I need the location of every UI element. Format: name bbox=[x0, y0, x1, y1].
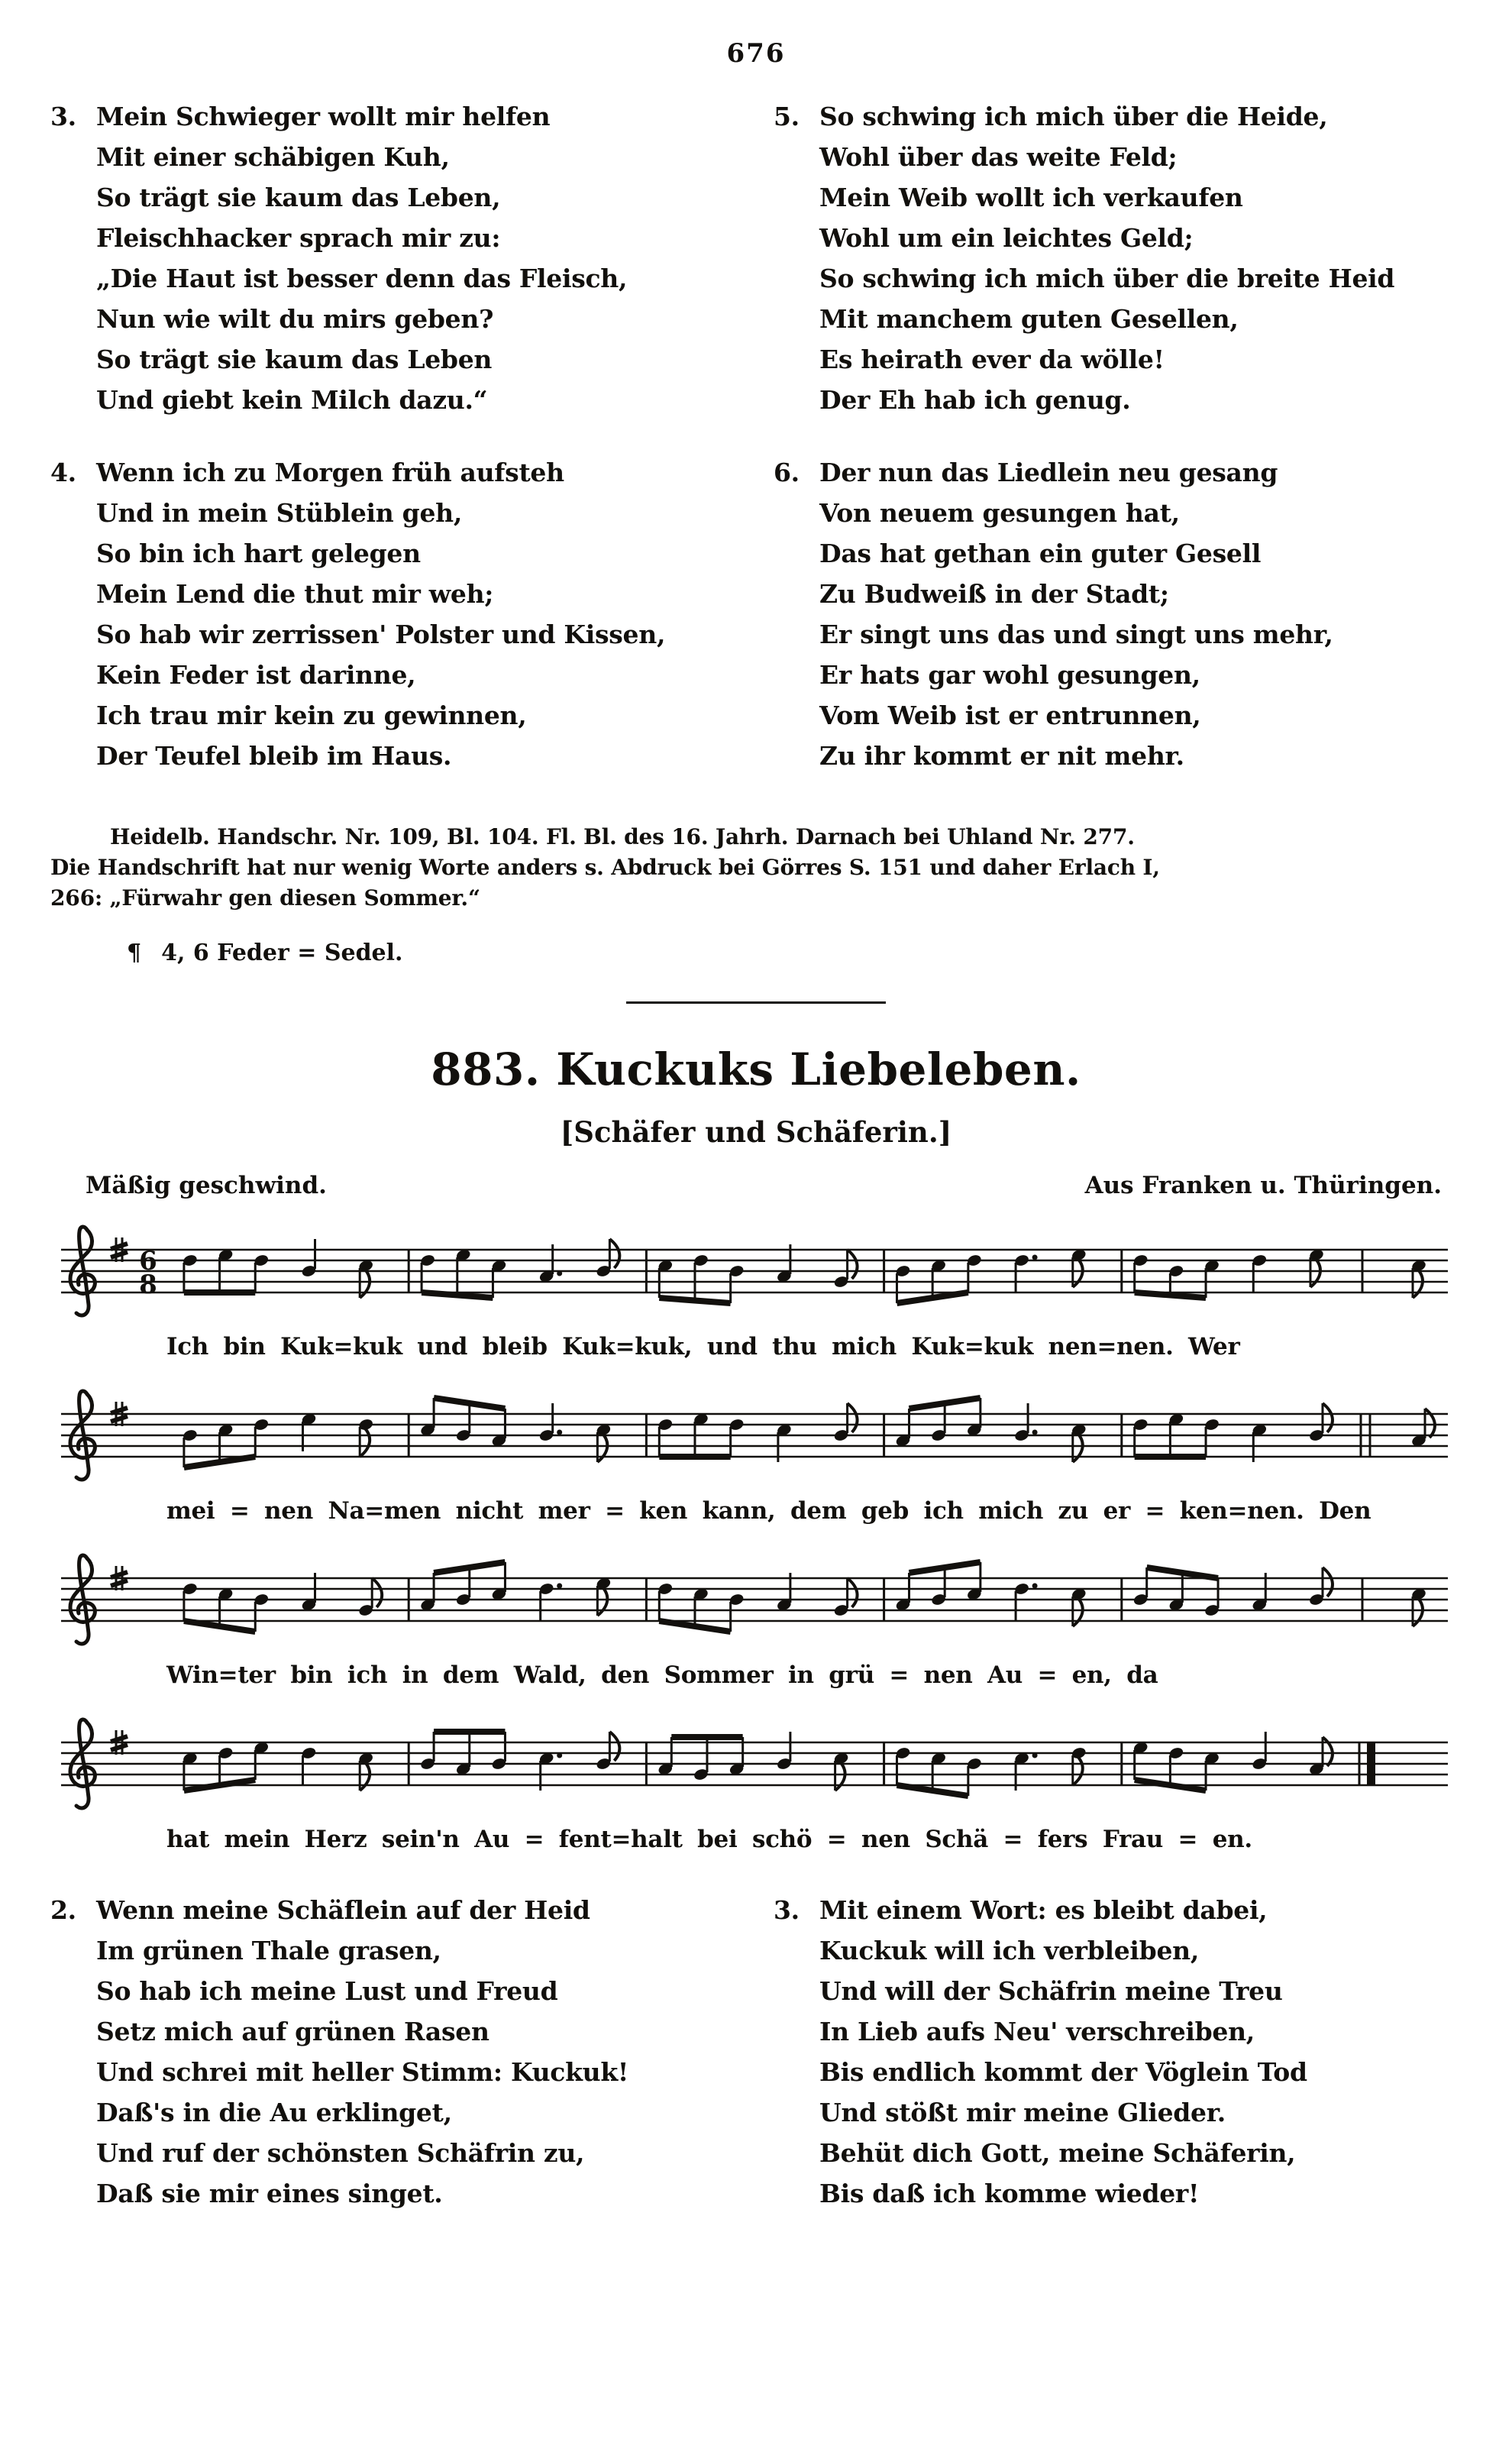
verse-line: So hab ich meine Lust und Freud bbox=[96, 1976, 558, 2006]
verse-line: Und giebt kein Milch dazu.“ bbox=[96, 385, 488, 415]
variant-note bbox=[127, 940, 1462, 966]
verse-line: Er hats gar wohl gesungen, bbox=[819, 660, 1200, 690]
verse-line: Daß sie mir eines singet. bbox=[96, 2179, 443, 2208]
verse-text: Mein Schwieger wollt mir helfen bbox=[96, 102, 551, 131]
verse-5 bbox=[774, 96, 1462, 420]
verse-4 bbox=[50, 452, 738, 776]
music-system bbox=[50, 1543, 1462, 1692]
verse-line: Daß's in die Au erklinget, bbox=[96, 2098, 452, 2127]
verse-number: 2. bbox=[50, 1895, 76, 1925]
music-system bbox=[50, 1215, 1462, 1364]
section-divider bbox=[626, 1001, 886, 1004]
verse-line: Wohl um ein leichtes Geld; bbox=[819, 223, 1194, 253]
verse-line: Bis endlich kommt der Vöglein Tod bbox=[819, 2057, 1307, 2087]
footnote-line: Heidelb. Handschr. Nr. 109, Bl. 104. Fl. Bl. des 16. Jahrh. Darnach bei Uhland Nr. 277. bbox=[110, 824, 1135, 849]
bottom-verse-columns bbox=[50, 1890, 1462, 2246]
verse-number: 4. bbox=[50, 458, 76, 487]
verse-6 bbox=[774, 452, 1462, 776]
music-notation bbox=[50, 1215, 1462, 1856]
verse-number: 5. bbox=[774, 102, 800, 131]
verse-line bbox=[774, 452, 1462, 493]
verse-line: Mit einer schäbigen Kuh, bbox=[96, 142, 450, 172]
lyrics-line: mei = nen Na=men nicht mer = ken kann, dem geb ich mich zu er = ken=nen. Den bbox=[166, 1497, 1371, 1525]
verse-line: Der Teufel bleib im Haus. bbox=[96, 741, 452, 771]
lyrics-line: Win=ter bin ich in dem Wald, den Sommer in grü = nen Au = en, da bbox=[166, 1661, 1158, 1689]
lyrics-line: hat mein Herz sein'n Au = fent=halt bei schö = nen Schä = fers Frau = en. bbox=[166, 1826, 1252, 1853]
verse-text: Wenn meine Schäflein auf der Heid bbox=[96, 1895, 590, 1925]
verse-line: Vom Weib ist er entrunnen, bbox=[819, 700, 1201, 730]
verse-line bbox=[50, 96, 738, 137]
verse-number: 6. bbox=[774, 458, 800, 487]
verse-2 bbox=[50, 1890, 738, 2214]
verse-line: Kuckuk will ich verbleiben, bbox=[819, 1936, 1200, 1965]
footnote bbox=[50, 822, 1462, 914]
verse-line: Und in mein Stüblein geh, bbox=[96, 498, 463, 528]
verse-number: 3. bbox=[50, 102, 76, 131]
origin-note: Aus Franken u. Thüringen. bbox=[1084, 1172, 1442, 1199]
pilcrow-mark: ¶ bbox=[127, 940, 142, 966]
music-system bbox=[50, 1707, 1462, 1856]
verse-line: Behüt dich Gott, meine Schäferin, bbox=[819, 2138, 1296, 2168]
verse-line: Und ruf der schönsten Schäfrin zu, bbox=[96, 2138, 585, 2168]
music-staff bbox=[53, 1707, 1459, 1823]
verse-line: Zu ihr kommt er nit mehr. bbox=[819, 741, 1184, 771]
footnote-line: 266: „Fürwahr gen diesen Sommer.“ bbox=[50, 885, 480, 911]
top-verse-columns bbox=[50, 96, 1462, 808]
song-subtitle: [Schäfer und Schäferin.] bbox=[560, 1115, 952, 1149]
verse-line: Fleischhacker sprach mir zu: bbox=[96, 223, 501, 253]
verse-line: Mit manchem guten Gesellen, bbox=[819, 304, 1239, 334]
verse-line: Er singt uns das und singt uns mehr, bbox=[819, 620, 1333, 649]
staff-lines bbox=[61, 1578, 1448, 1621]
staff-lines bbox=[61, 1414, 1448, 1457]
music-staff bbox=[53, 1215, 1459, 1330]
verse-text: So schwing ich mich über die Heide, bbox=[819, 102, 1328, 131]
verse-line: Setz mich auf grünen Rasen bbox=[96, 2017, 489, 2046]
verse-line: Es heirath ever da wölle! bbox=[819, 345, 1165, 374]
music-system bbox=[50, 1379, 1462, 1528]
tempo-marking: Mäßig geschwind. bbox=[86, 1172, 327, 1199]
verse-line bbox=[50, 452, 738, 493]
verse-line: In Lieb aufs Neu' verschreiben, bbox=[819, 2017, 1255, 2046]
verse-line: Der Eh hab ich genug. bbox=[819, 385, 1131, 415]
verse-line: Und schrei mit heller Stimm: Kuckuk! bbox=[96, 2057, 629, 2087]
verse-3 bbox=[774, 1890, 1462, 2214]
verse-line: Das hat gethan ein guter Gesell bbox=[819, 539, 1262, 568]
verse-line: Mein Weib wollt ich verkaufen bbox=[819, 183, 1243, 212]
page-number: 676 bbox=[726, 38, 786, 69]
staff-lines bbox=[61, 1250, 1448, 1292]
verse-text: Wenn ich zu Morgen früh aufsteh bbox=[96, 458, 564, 487]
footnote-line: Die Handschrift hat nur wenig Worte anders s. Abdruck bei Görres S. 151 und daher Erlach I, bbox=[50, 855, 1160, 880]
tempo-row bbox=[86, 1172, 1442, 1199]
verse-line: Zu Budweiß in der Stadt; bbox=[819, 579, 1169, 609]
music-staff bbox=[53, 1379, 1459, 1494]
staff-lines bbox=[61, 1742, 1448, 1785]
verse-line: So trägt sie kaum das Leben bbox=[96, 345, 493, 374]
svg-text:8: 8 bbox=[139, 1270, 157, 1300]
verse-line: Ich trau mir kein zu gewinnen, bbox=[96, 700, 527, 730]
verse-number: 3. bbox=[774, 1895, 800, 1925]
verse-line: Und stößt mir meine Glieder. bbox=[819, 2098, 1226, 2127]
verse-line: Nun wie wilt du mirs geben? bbox=[96, 304, 494, 334]
verse-line: Im grünen Thale grasen, bbox=[96, 1936, 441, 1965]
verse-line: Bis daß ich komme wieder! bbox=[819, 2179, 1200, 2208]
verse-line: Kein Feder ist darinne, bbox=[96, 660, 416, 690]
lyrics-line: Ich bin Kuk=kuk und bleib Kuk=kuk, und thu mich Kuk=kuk nen=nen. Wer bbox=[166, 1333, 1240, 1360]
verse-line bbox=[774, 96, 1462, 137]
verse-line: So hab wir zerrissen' Polster und Kissen, bbox=[96, 620, 666, 649]
music-staff bbox=[53, 1543, 1459, 1658]
verse-text: Der nun das Liedlein neu gesang bbox=[819, 458, 1278, 487]
verse-line: So bin ich hart gelegen bbox=[96, 539, 421, 568]
verse-line bbox=[774, 1890, 1462, 1930]
verse-line: Wohl über das weite Feld; bbox=[819, 142, 1178, 172]
svg-text:6: 6 bbox=[139, 1246, 157, 1276]
verse-line: Mein Lend die thut mir weh; bbox=[96, 579, 494, 609]
verse-line: Und will der Schäfrin meine Treu bbox=[819, 1976, 1283, 2006]
verse-line: So trägt sie kaum das Leben, bbox=[96, 183, 501, 212]
verse-line bbox=[50, 1890, 738, 1930]
song-title: 883. Kuckuks Liebeleben. bbox=[431, 1043, 1081, 1095]
verse-line: So schwing ich mich über die breite Heid bbox=[819, 264, 1395, 293]
verse-3 bbox=[50, 96, 738, 420]
verse-line: „Die Haut ist besser denn das Fleisch, bbox=[96, 264, 628, 293]
verse-line: Von neuem gesungen hat, bbox=[819, 498, 1180, 528]
verse-text: Mit einem Wort: es bleibt dabei, bbox=[819, 1895, 1268, 1925]
time-signature bbox=[139, 1246, 157, 1300]
variant-text: 4, 6 Feder = Sedel. bbox=[161, 940, 403, 966]
